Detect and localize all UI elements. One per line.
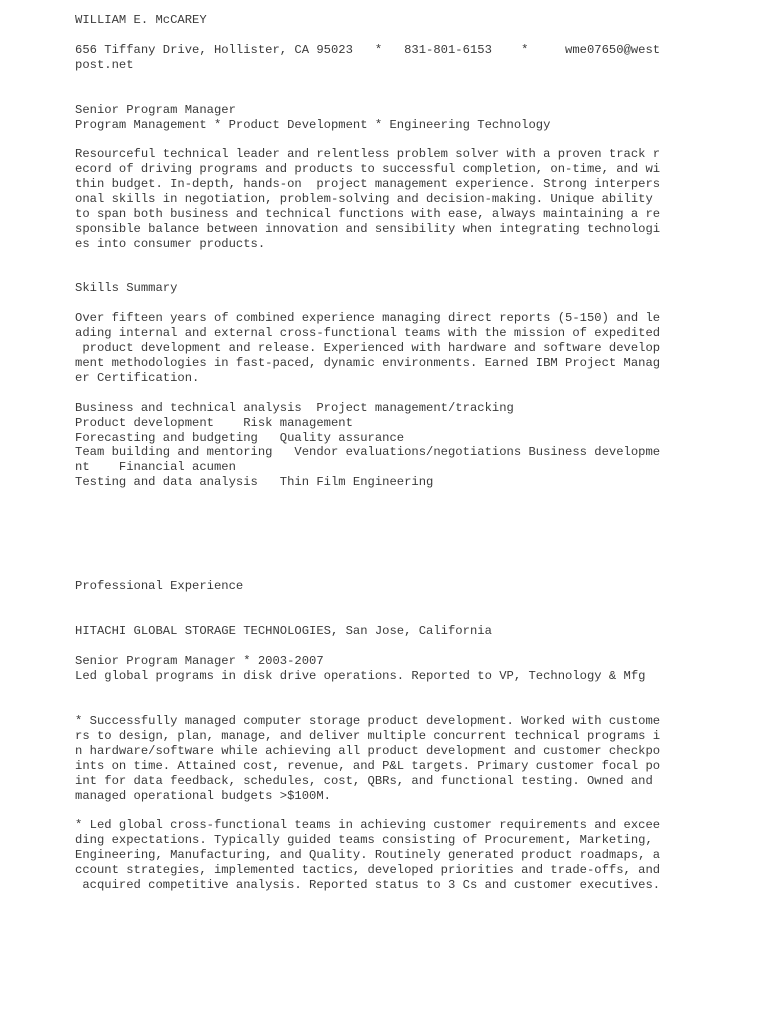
- summary-line: es into consumer products.: [75, 237, 266, 251]
- skills-paragraph-line: product development and release. Experienced with hardware and software develop: [75, 341, 661, 355]
- skills-list-line: Testing and data analysis Thin Film Engineering: [75, 475, 434, 489]
- skills-paragraph-line: er Certification.: [75, 371, 200, 385]
- skills-list-line: Team building and mentoring Vendor evaluations/negotiations Business developme: [75, 445, 661, 459]
- summary-line: onal skills in negotiation, problem-solving and decision-making. Unique ability: [75, 192, 653, 206]
- achievement-line: int for data feedback, schedules, cost, QBRs, and functional testing. Owned and: [75, 774, 653, 788]
- employer-line: HITACHI GLOBAL STORAGE TECHNOLOGIES, San Jose, California: [75, 624, 492, 638]
- summary-line: to span both business and technical functions with ease, always maintaining a re: [75, 207, 661, 221]
- job-title-line: Senior Program Manager * 2003-2007: [75, 654, 324, 668]
- skills-list-line: nt Financial acumen: [75, 460, 236, 474]
- skills-heading: Skills Summary: [75, 281, 178, 295]
- skills-paragraph-line: ment methodologies in fast-paced, dynamic environments. Earned IBM Project Manag: [75, 356, 661, 370]
- achievement-line: acquired competitive analysis. Reported status to 3 Cs and customer executives.: [75, 878, 661, 892]
- skills-list-line: Business and technical analysis Project management/tracking: [75, 401, 514, 415]
- achievement-line: managed operational budgets >$100M.: [75, 789, 331, 803]
- skills-paragraph-line: ading internal and external cross-functional teams with the mission of expedited: [75, 326, 661, 340]
- skills-paragraph-line: Over fifteen years of combined experience managing direct reports (5-150) and le: [75, 311, 661, 325]
- summary-line: ecord of driving programs and products to successful completion, on-time, and wi: [75, 162, 661, 176]
- achievement-line: rs to design, plan, manage, and deliver multiple concurrent technical programs i: [75, 729, 661, 743]
- headline-subtitle: Program Management * Product Development * Engineering Technology: [75, 118, 551, 132]
- job-description-line: Led global programs in disk drive operations. Reported to VP, Technology & Mfg: [75, 669, 646, 683]
- summary-line: Resourceful technical leader and relentless problem solver with a proven track r: [75, 147, 661, 161]
- achievement-line: n hardware/software while achieving all product development and customer checkpo: [75, 744, 661, 758]
- headline-title: Senior Program Manager: [75, 103, 236, 117]
- experience-heading: Professional Experience: [75, 579, 244, 593]
- achievement-line: ccount strategies, implemented tactics, developed priorities and trade-offs, and: [75, 863, 661, 877]
- skills-list-line: Product development Risk management: [75, 416, 353, 430]
- contact-line: post.net: [75, 58, 134, 72]
- summary-line: sponsible balance between innovation and sensibility when integrating technologi: [75, 222, 661, 236]
- applicant-name: WILLIAM E. McCAREY: [75, 13, 207, 27]
- achievement-line: ints on time. Attained cost, revenue, and P&L targets. Primary customer focal po: [75, 759, 661, 773]
- achievement-line: Engineering, Manufacturing, and Quality. Routinely generated product roadmaps, a: [75, 848, 661, 862]
- summary-line: thin budget. In-depth, hands-on project management experience. Strong interpers: [75, 177, 661, 191]
- achievement-line: * Led global cross-functional teams in achieving customer requirements and excee: [75, 818, 661, 832]
- achievement-line: * Successfully managed computer storage product development. Worked with custome: [75, 714, 661, 728]
- skills-list-line: Forecasting and budgeting Quality assurance: [75, 431, 405, 445]
- achievement-line: ding expectations. Typically guided teams consisting of Procurement, Marketing,: [75, 833, 653, 847]
- contact-line: 656 Tiffany Drive, Hollister, CA 95023 * 831-801-6153 * wme07650@west: [75, 43, 661, 57]
